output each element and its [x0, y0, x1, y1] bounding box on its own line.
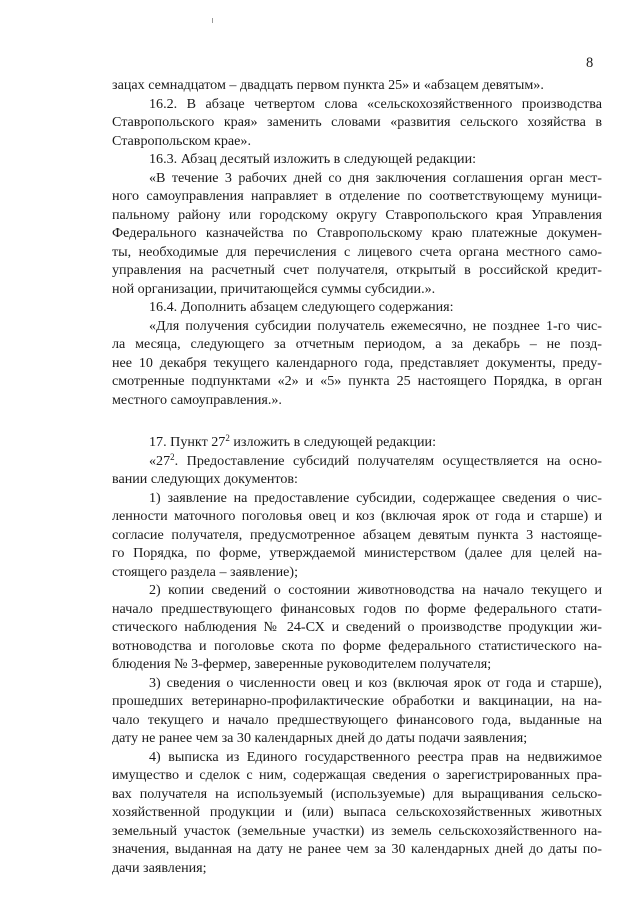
text-line: го Порядка, по форме, утверждаемой министерством (далее для целей на-	[112, 545, 602, 561]
text-line: Федерального казначейства по Ставропольскому краю платежные докумен-	[112, 225, 602, 241]
paragraph	[112, 748, 602, 878]
text-line: дату не ранее чем за 30 календарных дней до даты подачи заявления;	[112, 730, 528, 746]
document-body	[112, 76, 602, 877]
text-line: 16.3. Абзац десятый изложить в следующей редакции:	[149, 151, 477, 167]
text-line: 16.2. В абзаце четвертом слова «сельскохозяйственного производства	[149, 95, 602, 112]
text-line: имущество и сделок с ним, содержащая сведения о зарегистрированных пра-	[112, 767, 602, 783]
text-line: начало предшествующего финансовых годов по форме федерального стати-	[112, 600, 602, 617]
text-line: «$27^2$. Предоставление субсидий получателям осуществляется на осно-	[149, 451, 602, 469]
text-line: стоящего раздела – заявление);	[112, 563, 299, 580]
text-line: 1) заявление на предоставление субсидии, содержащее сведения о чис-	[149, 489, 602, 506]
text-line: вотноводства и поголовье скота по форме федерального статистического на-	[112, 637, 602, 654]
text-line: вах получателя на используемый (используемые) для выращивания сельско-	[112, 785, 602, 802]
text-line: 16.4. Дополнить абзацем следующего содержания:	[149, 299, 454, 315]
text-line: местного самоуправления.».	[112, 391, 282, 408]
paragraph	[112, 298, 602, 317]
paragraph	[112, 581, 602, 674]
text-line: значения, выданная на дату не ранее чем за 30 календарных дней до даты по-	[112, 841, 602, 857]
text-line: зацах семнадцатом – двадцать первом пункта 25» и «абзацем девятым».	[112, 77, 544, 93]
paragraph	[112, 674, 602, 748]
scan-mark	[212, 18, 213, 23]
paragraph	[112, 317, 602, 410]
text-line: ной организации, причитающейся суммы субсидии.».	[112, 280, 436, 297]
text-line: «Для получения субсидии получатель ежемесячно, не позднее 1-го чис-	[149, 317, 602, 334]
text-line: 2) копии сведений о состоянии животноводства на начало текущего и	[149, 582, 602, 598]
text-line: ного самоуправления направляет в отделение по соответствующему муници-	[112, 188, 602, 204]
text-line: Ставропольского края» заменить словами «развития сельского хозяйства в	[112, 114, 602, 130]
paragraph	[112, 150, 602, 169]
text-line: чало текущего и начало предшествующего финансового года, выданные на	[112, 711, 602, 728]
text-line: пальному району или городскому округу Ставропольского края Управления	[112, 206, 602, 223]
text-line: хозяйственной продукции и (или) выпаса сельскохозяйственных животных	[112, 804, 602, 820]
text-line: 3) сведения о численности овец и коз (включая ярок от года и старше),	[149, 674, 602, 691]
text-line: ленности маточного поголовья овец и коз (включая ярок от года и старше) и	[112, 508, 602, 524]
paragraph-gap	[112, 409, 602, 433]
text-line: дачи заявления;	[112, 859, 207, 876]
paragraph	[112, 433, 602, 452]
text-line: нее 10 декабря текущего календарного года, представляет документы, преду-	[112, 354, 602, 371]
text-line: 4) выписка из Единого государственного реестра прав на недвижимое	[149, 748, 602, 765]
text-line: «В течение 3 рабочих дней со дня заключения соглашения орган мест-	[149, 169, 602, 186]
text-line: прошедших ветеринарно-профилактические обработки и вакцинации, на на-	[112, 693, 602, 709]
paragraph	[112, 76, 602, 95]
paragraph	[112, 452, 602, 489]
text-line: ла месяца, следующего за отчетным периодом, а за декабрь – не позд-	[112, 336, 602, 352]
text-line: ты, необходимые для перечисления с лицевого счета органа местного само-	[112, 243, 602, 260]
paragraph	[112, 169, 602, 299]
page-number: 8	[586, 55, 594, 71]
text-line: управления на расчетный счет получателя, открытый в российской кредит-	[112, 262, 602, 278]
text-line: земельный участок (земельные участки) из земель сельскохозяйственного на-	[112, 822, 602, 839]
text-line: вании следующих документов:	[112, 471, 298, 487]
paragraph	[112, 489, 602, 582]
text-line: блюдения № 3-фермер, заверенные руководителем получателя;	[112, 656, 492, 672]
text-line: согласие получателя, предусмотренное абзацем девятым пункта 3 настояще-	[112, 526, 602, 543]
text-line: стического наблюдения № 24-СХ и сведений о производстве продукции жи-	[112, 619, 602, 635]
text-line: смотренные подпунктами «2» и «5» пункта 25 настоящего Порядка, в орган	[112, 373, 602, 389]
text-line: Ставропольском крае».	[112, 132, 251, 149]
text-line: 17. Пункт $27^2$ изложить в следующей редакции:	[149, 433, 437, 450]
paragraph	[112, 95, 602, 151]
